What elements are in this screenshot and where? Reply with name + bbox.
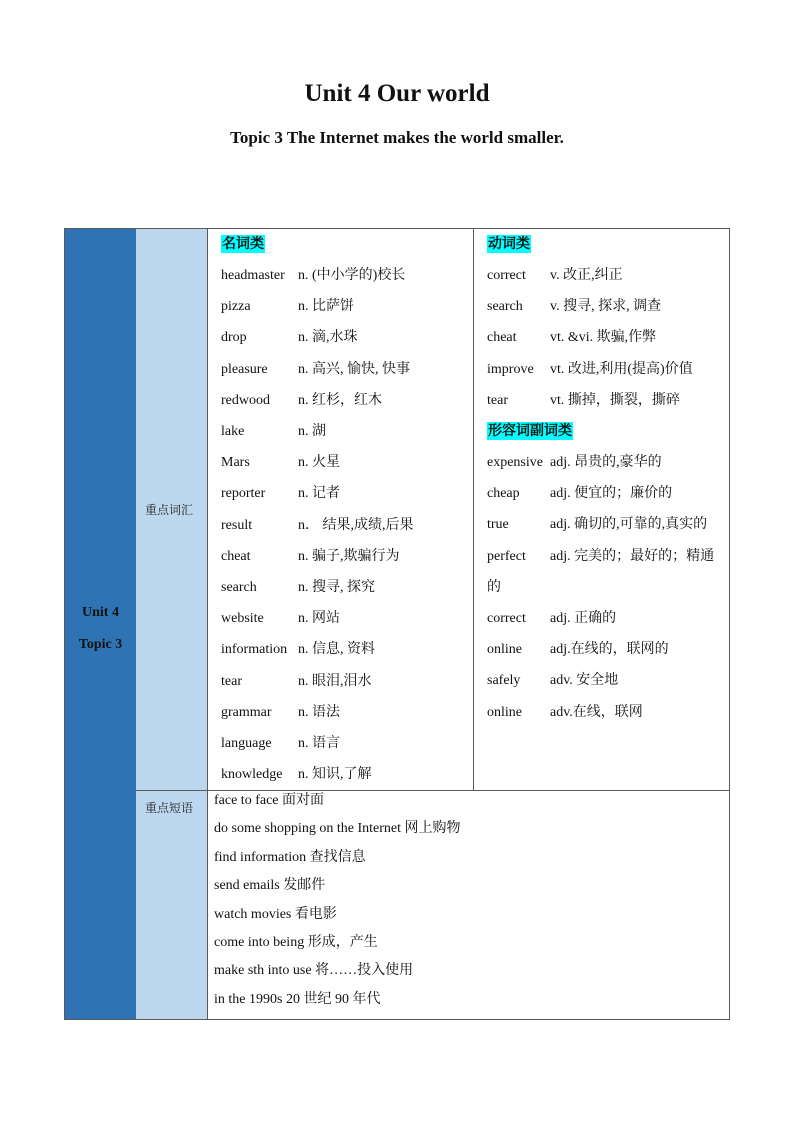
vocab-entry [487,266,623,286]
entry-definition: n. 语言 [298,736,340,751]
unit-label-line2: Topic 3 [78,637,123,652]
entry-definition: n. 信息, 资料 [298,642,375,658]
entry-word: cheap [487,486,520,502]
entry-definition: n. 火星 [298,455,340,471]
entry-definition: vt. 撕掉，撕裂，撕碎 [550,392,680,408]
vocab-entry [221,703,340,723]
entry-definition: vt. &vi. 欺骗,作弊 [550,330,657,346]
entry-word: result [221,517,253,533]
page-title: Unit 4 Our world [304,80,490,107]
phrase-item: watch movies 看电影 [214,906,337,922]
entry-definition: adj. 确切的,可靠的,真实的 [550,517,708,533]
entry-definition: n. 红杉，红木 [298,392,382,408]
phrase-item: find information 查找信息 [214,849,366,865]
entry-word: reporter [221,486,266,502]
category-phrases-label: 重点短语 [145,801,194,815]
vocab-entry [487,640,669,660]
phrase-item: do some shopping on the Internet 网上购物 [214,821,461,837]
entry-definition: adj. 完美的；最好的；精通 [550,548,715,564]
entry-definition: vt. 改进,利用(提高)价值 [550,361,693,377]
vocab-entry [221,734,340,754]
entry-word: search [487,299,523,315]
entry-word: improve [487,361,534,377]
vocab-entry [487,547,715,567]
entry-word: search [221,580,257,595]
entry-definition: n． 结果,成绩,后果 [298,517,414,533]
entry-word: true [487,517,509,533]
vocab-entry [221,266,406,286]
vocab-entry [221,453,340,473]
entry-word: online [487,642,522,658]
entry-definition: adj. 正确的 [550,611,617,626]
column-divider [473,229,474,790]
vocab-entry [221,328,358,348]
vocab-entry [487,515,708,535]
entry-definition: adv.在线，联网 [550,704,643,720]
vocab-entry [221,422,326,442]
category-column [136,229,208,1019]
entry-word: correct [487,268,526,283]
entry-word: tear [221,673,242,689]
vocab-entry [221,765,372,785]
entry-word: cheat [221,548,251,564]
entry-word: expensive [487,455,543,470]
phrase-item: in the 1990s 20 世纪 90 年代 [214,991,381,1007]
vocab-entry [221,578,375,598]
vocab-entry [487,609,617,629]
entry-definition: n. 高兴, 愉快, 快事 [298,361,410,377]
vocab-entry [487,671,619,691]
entry-word: headmaster [221,268,285,283]
phrase-item: send emails 发邮件 [214,878,326,894]
phrase-item: make sth into use 将……投入使用 [214,963,414,979]
vocab-entry [487,391,680,411]
entry-definition: n. 骗子,欺骗行为 [298,548,400,564]
entry-word: tear [487,392,508,408]
entry-definition: 的 [487,579,501,595]
entry-definition: n. 记者 [298,486,340,502]
entry-word: drop [221,330,247,346]
entry-word: language [221,736,272,751]
entry-word: lake [221,424,245,439]
entry-definition: adj.在线的，联网的 [550,642,669,658]
entry-word: redwood [221,392,270,408]
entry-word: website [221,611,264,627]
category-vocab-label: 重点词汇 [145,503,194,517]
phrase-item: face to face 面对面 [214,793,324,808]
entry-definition: n. 比萨饼 [298,299,354,315]
unit-label [65,597,136,661]
vocab-entry [487,703,643,723]
nouns-heading: 名词类 [222,236,264,252]
entry-definition: v. 改正,纠正 [550,268,623,283]
entry-definition: n. 网站 [298,611,340,627]
entry-word: pizza [221,299,251,315]
entry-word: pleasure [221,361,268,377]
entry-definition: adj. 便宜的；廉价的 [550,486,673,502]
entry-definition: n. 知识,了解 [298,767,372,783]
vocabulary-table [64,228,730,1020]
entry-definition: n. 湖 [298,424,326,439]
vocab-entry [487,297,662,317]
vocab-entry [221,672,372,692]
verbs-heading: 动词类 [488,236,530,252]
entry-definition: n. 语法 [298,704,340,720]
entry-definition: n. 眼泪,泪水 [298,673,372,689]
entry-word: Mars [221,455,250,471]
entry-word: correct [487,611,526,626]
entry-definition: n. (中小学的)校长 [298,268,406,283]
vocab-entry [221,391,382,411]
unit-column [65,229,137,1019]
entry-word: information [221,642,288,658]
vocab-entry [221,640,375,660]
vocab-entry [487,484,673,504]
unit-label-line1: Unit 4 [82,605,119,620]
phrase-item: come into being 形成，产生 [214,935,378,950]
vocab-entry [487,328,657,348]
vocab-entry [487,453,662,473]
vocab-entry [221,547,400,567]
adjectives-heading: 形容词副词类 [488,423,572,439]
entry-word: safely [487,673,521,689]
vocab-entry [221,360,410,380]
page-subtitle: Topic 3 The Internet makes the world smaller. [230,128,564,147]
vocab-entry [221,484,340,504]
entry-word: cheat [487,330,517,346]
entry-word: grammar [221,704,272,720]
entry-word: knowledge [221,767,283,783]
entry-word: online [487,704,522,720]
entry-definition: v. 搜寻, 探求, 调查 [550,299,662,315]
entry-definition: adj. 昂贵的,豪华的 [550,455,662,470]
vocab-entry [221,516,414,536]
vocab-entry [221,297,354,317]
entry-definition: adv. 安全地 [550,673,619,689]
entry-definition: n. 搜寻, 探究 [298,580,375,595]
vocab-entry [487,360,693,380]
vocab-entry [221,609,340,629]
entry-word: perfect [487,548,526,564]
entry-definition: n. 滴,水珠 [298,330,358,346]
